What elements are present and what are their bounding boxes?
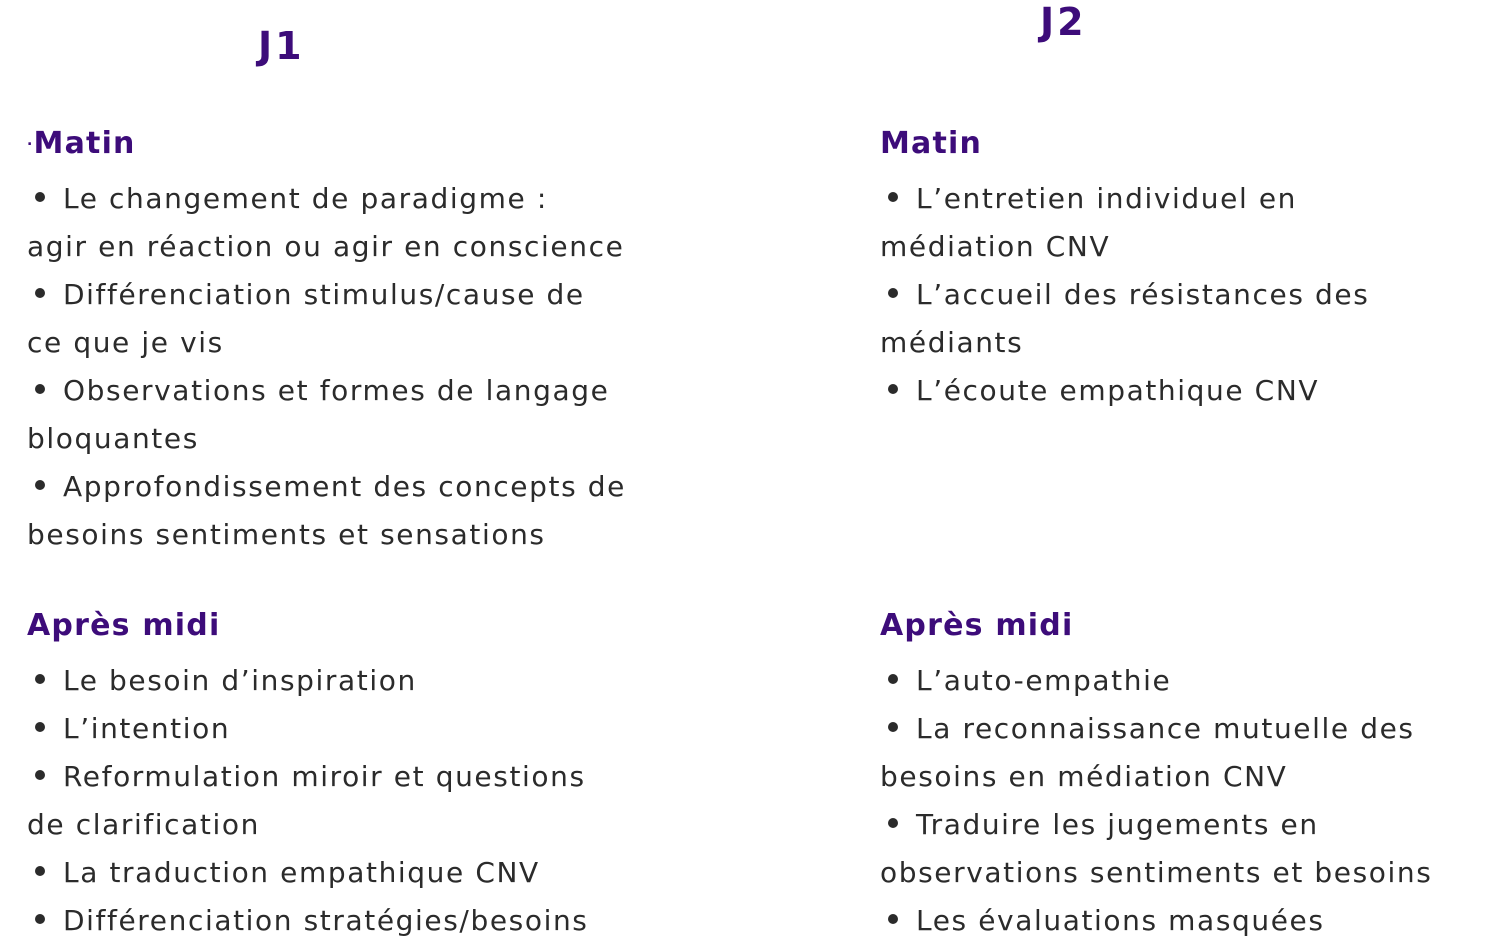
list-item-text: ce que je vis [27, 326, 224, 359]
list-item [27, 271, 626, 319]
list-item-text: bloquantes [27, 422, 199, 455]
list-item [27, 657, 589, 705]
list-item-text: médiation CNV [880, 230, 1111, 263]
list-item-text: L’intention [63, 712, 231, 745]
list-item-text: besoins sentiments et sensations [27, 518, 546, 551]
list-item-text: L’auto-empathie [916, 664, 1172, 697]
list-item-text: besoins en médiation CNV [880, 760, 1288, 793]
list-item-continuation [880, 319, 1369, 367]
topic-list [880, 657, 1432, 945]
list-item-text: observations sentiments et besoins [880, 856, 1433, 889]
list-item-text: Approfondissement des concepts de [63, 470, 626, 503]
list-item [880, 705, 1432, 753]
list-item [27, 705, 589, 753]
bullet-icon [35, 192, 45, 202]
list-item-text: L’entretien individuel en [916, 182, 1298, 215]
bullet-icon [35, 384, 45, 394]
day-2-morning-section [880, 127, 1369, 415]
list-item [27, 753, 589, 801]
list-item-continuation [880, 849, 1432, 897]
afternoon-heading: Après midi [880, 608, 1074, 643]
topic-list [27, 657, 589, 945]
list-item-text: Les évaluations masquées [916, 904, 1325, 937]
bullet-icon [35, 674, 45, 684]
list-item-continuation [880, 753, 1432, 801]
list-item-text: La traduction empathique CNV [63, 856, 540, 889]
list-item-text: Traduire les jugements en [916, 808, 1319, 841]
day-1-morning-section [27, 127, 626, 559]
topic-list [880, 175, 1369, 415]
list-item-continuation [27, 511, 626, 559]
list-item-text: L’accueil des résistances des [916, 278, 1370, 311]
bullet-icon [35, 770, 45, 780]
bullet-icon [888, 674, 898, 684]
morning-heading: Matin [880, 126, 983, 161]
list-item-text: Différenciation stratégies/besoins [63, 904, 589, 937]
bullet-icon [888, 914, 898, 924]
list-item-text: Le changement de paradigme : [63, 182, 548, 215]
list-item-continuation [27, 415, 626, 463]
list-item-text: La reconnaissance mutuelle des [916, 712, 1415, 745]
bullet-icon [888, 722, 898, 732]
bullet-icon [35, 288, 45, 298]
list-item [27, 463, 626, 511]
bullet-icon [35, 866, 45, 876]
list-item-text: Reformulation miroir et questions [63, 760, 586, 793]
day-2-afternoon-section [880, 609, 1432, 945]
list-item [880, 801, 1432, 849]
list-item [27, 897, 589, 945]
list-item-text: Observations et formes de langage [63, 374, 610, 407]
list-item-text: Le besoin d’inspiration [63, 664, 417, 697]
day-1-afternoon-section [27, 609, 589, 945]
afternoon-heading: Après midi [27, 608, 221, 643]
list-item-continuation [880, 223, 1369, 271]
list-item-text: agir en réaction ou agir en conscience [27, 230, 625, 263]
list-item [880, 271, 1369, 319]
list-item-text: Différenciation stimulus/cause de [63, 278, 585, 311]
list-item-continuation [27, 223, 626, 271]
list-item-text: L’écoute empathique CNV [916, 374, 1320, 407]
topic-list [27, 175, 626, 559]
day-1-title: J1 [258, 24, 305, 68]
list-item [27, 849, 589, 897]
bullet-icon [888, 818, 898, 828]
bullet-icon [888, 384, 898, 394]
list-item-text: de clarification [27, 808, 260, 841]
bullet-icon [888, 192, 898, 202]
section-heading [27, 127, 626, 161]
bullet-icon [35, 722, 45, 732]
list-item [880, 657, 1432, 705]
list-item [27, 175, 626, 223]
list-item [880, 367, 1369, 415]
list-item-continuation [27, 801, 589, 849]
list-item-continuation [27, 319, 626, 367]
bullet-icon [35, 480, 45, 490]
list-item [880, 897, 1432, 945]
stray-dot: · [27, 136, 34, 153]
list-item-text: médiants [880, 326, 1024, 359]
list-item [27, 367, 626, 415]
day-2-title: J2 [1040, 0, 1087, 44]
list-item [880, 175, 1369, 223]
bullet-icon [35, 914, 45, 924]
morning-heading: Matin [33, 126, 136, 161]
bullet-icon [888, 288, 898, 298]
